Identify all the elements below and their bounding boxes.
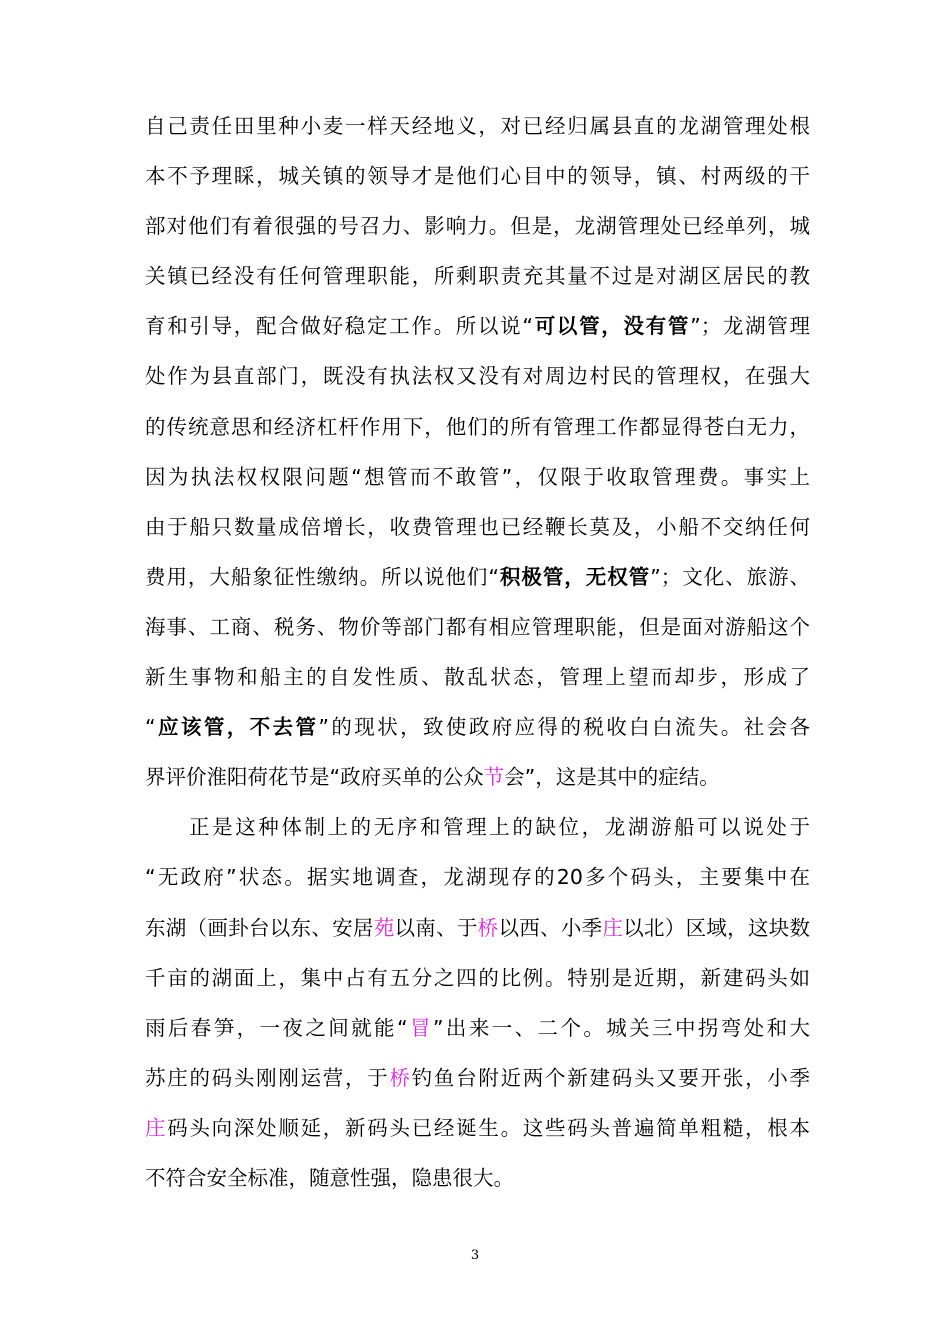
text-run: ”；龙湖管理 [690, 314, 811, 339]
text-line [145, 652, 810, 702]
text-run: 苏庄的码头刚刚运营，于 [145, 1065, 390, 1090]
highlighted-text-run: 桥 [389, 1065, 412, 1090]
text-run: 的传统意思和经济杠杆作用下，他们的所有管理工作都显得苍白无力， [145, 414, 810, 439]
highlighted-text-run: 冒 [407, 1015, 433, 1040]
bold-text-run: 应该管，不去管 [155, 715, 319, 740]
text-line [145, 852, 810, 902]
text-run: 费用，大船象征性缴纳。所以说他们“ [145, 564, 499, 589]
text-line [145, 1003, 810, 1053]
text-run: 部对他们有着很强的号召力、影响力。但是，龙湖管理处已经单列，城 [145, 214, 810, 239]
text-run: 关镇已经没有任何管理职能，所剩职责充其量不过是对湖区居民的教 [145, 264, 810, 289]
text-run: 不符合安全标准，随意性强，隐患很大。 [145, 1165, 514, 1190]
highlighted-text-run: 节 [483, 765, 505, 790]
text-run: 雨后春笋，一夜之间就能“ [145, 1015, 408, 1040]
text-run: 由于船只数量成倍增长，收费管理也已经鞭长莫及，小船不交纳任何 [145, 514, 810, 539]
text-line [145, 702, 810, 752]
text-run: 以北）区域，这块数 [623, 915, 811, 940]
text-line [145, 251, 810, 301]
text-line [145, 201, 810, 251]
text-run: 自己责任田里种小麦一样天经地义，对已经归属县直的龙湖管理处根 [145, 114, 810, 138]
paragraph [145, 101, 810, 802]
text-run: 以西、小季 [498, 915, 603, 940]
text-run: 处作为县直部门，既没有执法权又没有对周边村民的管理权，在强大 [145, 364, 810, 389]
text-run: 海事、工商、税务、物价等部门都有相应管理职能，但是面对游船这个 [145, 614, 810, 639]
text-line [145, 101, 810, 151]
text-line [145, 953, 810, 1003]
text-line [145, 502, 810, 552]
highlighted-text-run: 庄 [602, 915, 624, 940]
text-run: 千亩的湖面上，集中占有五分之四的比例。特别是近期，新建码头如 [145, 965, 810, 990]
bold-text-run: 可以管，没有管 [533, 314, 691, 339]
text-line [145, 752, 810, 802]
text-line [145, 301, 810, 351]
text-run: 育和引导，配合做好稳定工作。所以说“ [145, 314, 533, 339]
body-text [145, 101, 810, 1203]
text-run: “ [145, 715, 156, 740]
text-run: 正是这种体制上的无序和管理上的缺位，龙湖游船可以说处于 [189, 815, 810, 840]
text-run: 本不予理睬，城关镇的领导才是他们心目中的领导，镇、村两级的干 [145, 164, 810, 189]
bold-text-run: 积极管，无权管 [498, 564, 651, 589]
text-run: 会”，这是其中的症结。 [504, 765, 720, 790]
text-line [145, 351, 810, 401]
highlighted-text-run: 苑 [373, 915, 395, 940]
text-line [145, 151, 810, 201]
text-run: ”出来一、二个。城关三中拐弯处和大 [432, 1015, 810, 1040]
page-number: 3 [470, 1248, 480, 1263]
text-run: 界评价淮阳荷花节是“政府买单的公众 [145, 765, 484, 790]
text-line [145, 452, 810, 502]
text-line [145, 1153, 810, 1203]
text-run: 钓鱼台附近两个新建码头又要开张，小季 [411, 1065, 811, 1090]
highlighted-text-run: 桥 [477, 915, 499, 940]
highlighted-text-run: 庄 [145, 1115, 168, 1140]
paragraph [145, 802, 810, 1203]
text-run: 因为执法权权限问题“想管而不敢管”，仅限于收取管理费。事实上 [145, 464, 810, 489]
text-line [145, 1103, 810, 1153]
text-run: ”；文化、旅游、 [650, 564, 810, 589]
text-run: 以南、于 [394, 915, 478, 940]
text-run: 新生事物和船主的自发性质、散乱状态，管理上望而却步，形成了 [145, 665, 810, 690]
text-line [145, 602, 810, 652]
text-run: “无政府”状态。据实地调查，龙湖现存的20多个码头，主要集中在 [145, 865, 810, 890]
text-line [145, 802, 810, 852]
text-line [145, 402, 810, 452]
text-line [145, 1053, 810, 1103]
text-line [145, 552, 810, 602]
text-run: 东湖（画卦台以东、安居 [145, 915, 374, 940]
text-run: 码头向深处顺延，新码头已经诞生。这些码头普遍简单粗糙，根本 [167, 1115, 811, 1140]
text-run: ”的现状，致使政府应得的税收白白流失。社会各 [318, 715, 811, 740]
text-line [145, 903, 810, 953]
